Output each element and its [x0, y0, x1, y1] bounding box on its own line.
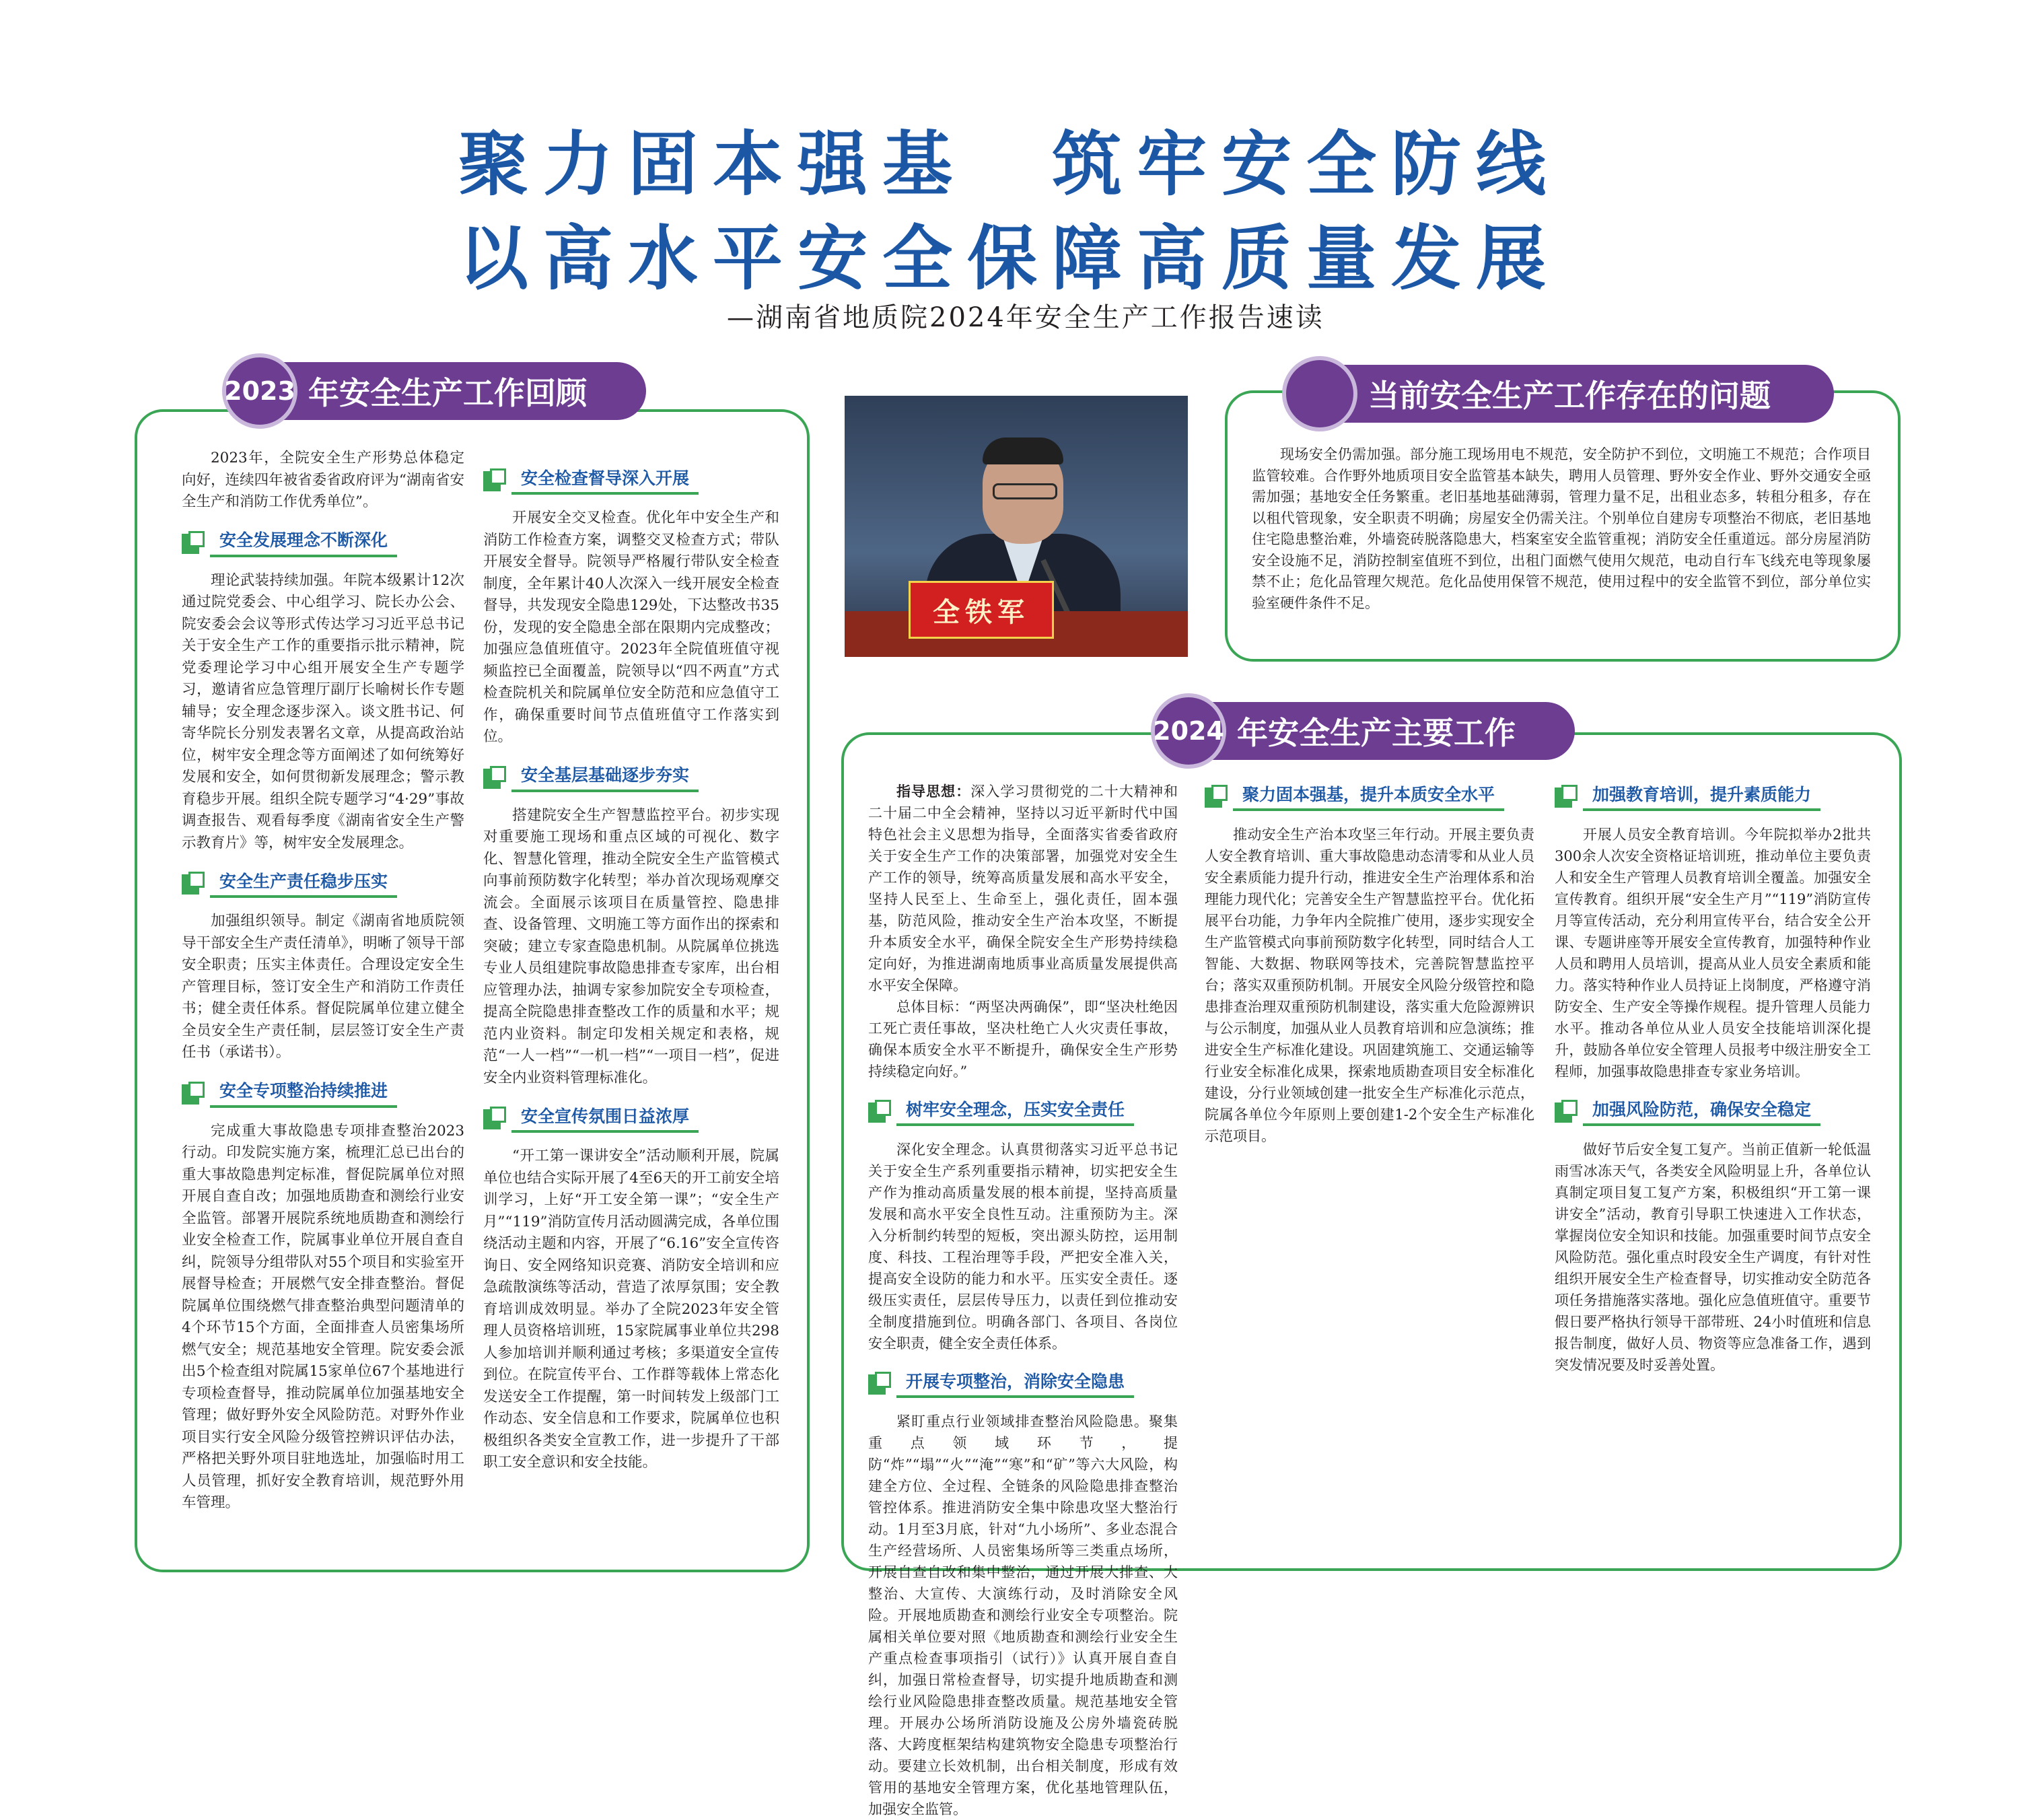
problems-tab-dot	[1282, 356, 1357, 431]
section-icon	[483, 766, 506, 789]
section-text: 搭建院安全生产智慧监控平台。初步实现对重要施工现场和重点区域的可视化、数字化、智慧化管理，推动全院安全生产监管模式向事前预防数字化转型；举办首次现场观摩交流会。全面展示该项目在质量管控、隐患排查、设备管理、文明施工等方面作出的探索和突破；建立专家查隐患机制。从院属单位挑选专业人员组建院事故隐患排查专家库，出台相应管理办法，抽调专家参加院安全专项检查，提高全院隐患排查整改工作的质量和水平；规范内业资料。制定印发相关规定和表格，规范“一人一档”“一机一档”“一项目一档”，促进安全内业资料管理标准化。	[483, 806, 779, 1086]
section-heading: 聚力固本强基，提升本质安全水平	[1205, 781, 1534, 812]
section-text: 推动安全生产治本攻坚三年行动。开展主要负责人安全教育培训、重大事故隐患动态清零和从业人员安全素质能力提升行动，推进安全生产治理体系和治理能力现代化；完善安全生产智慧监控平台。优化拓展平台功能，力争年内全院推广使用，逐步实现安全生产监管模式向事前预防数字化转型，同时结合人工智能、大数据、物联网等技术，完善院智慧监控平台；落实双重预防机制。开展安全风险分级管控和隐患排查治理双重预防机制建设，落实重大危险源辨识与公示制度，加强从业人员教育培训和应急演练；推进安全生产标准化建设。巩固建筑施工、交通运输等行业安全标准化成果，探索地质勘查项目安全标准化建设，分行业领域创建一批安全生产标准化示范点，院属各单位今年原则上要创建1-2个安全生产标准化示范项目。	[1205, 827, 1534, 1144]
section-text: 开展安全交叉检查。优化年中安全生产和消防工作检查方案，调整交叉检查方式；带队开展安全督导。院领导严格履行带队安全检查制度，全年累计40人次深入一线开展安全检查督导，共发现安全隐患129处，下达整改书35份，发现的安全隐患全部在限期内完成整改；加强应急值班值守。2023年全院值班值守视频监控已全面覆盖，院领导以“四不两直”方式检查院机关和院属单位安全防范和应急值守工作，确保重要时间节点值班值守工作落实到位。	[483, 510, 779, 745]
section-icon	[182, 872, 205, 895]
section-icon	[868, 1372, 891, 1395]
review-tab	[224, 362, 646, 420]
review-year-badge: 2023	[222, 353, 297, 429]
section-text: 深化安全理念。认真贯彻落实习近平总书记关于安全生产系列重要指示精神，切实把安全生产作为推动高质量发展的根本前提，坚持高质量发展和高水平安全良性互动。注重预防为主。深入分析制约转型的短板，突出源头防控，运用制度、科技、工程治理等手段，严把安全准入关，提高安全设防的能力和水平。压实安全责任。逐级压实责任，层层传导压力，以责任到位推动安全制度措施到位。明确各部门、各项目、各岗位安全职责，健全安全责任体系。	[868, 1142, 1178, 1352]
review-tab-title: 年安全生产工作回顾	[308, 375, 587, 411]
section-icon	[182, 531, 205, 554]
section-heading: 安全专项整治持续推进	[182, 1078, 464, 1109]
section-text: 完成重大事故隐患专项排查整治2023行动。印发院实施方案，梳理汇总已出台的重大事故隐患判定标准，督促院属单位对照开展自查自改；加强地质勘查和测绘行业安全监管。部署开展院系统地质勘查和测绘行业安全检查工作，院属事业单位开展自查自纠，院领导分组带队对55个项目和实验室开展督导检查；开展燃气安全排查整治。督促院属单位围绕燃气排查整治典型问题清单的4个环节15个方面，全面排查人员密集场所燃气安全；规范基地安全管理。院安委会派出5个检查组对院属15家单位67个基地进行专项检查督导，推动院属单位加强基地安全管理；做好野外安全风险防范。对野外作业项目实行安全风险分级管控辨识评估办法，严格把关野外项目驻地选址，加强临时用工人员管理，抓好安全教育培训，规范野外用车管理。	[182, 1122, 464, 1511]
section-icon	[1555, 1100, 1578, 1123]
problems-tab-title: 当前安全生产工作存在的问题	[1368, 378, 1771, 414]
section-heading: 树牢安全理念，压实安全责任	[868, 1096, 1178, 1127]
section-heading: 开展专项整治，消除安全隐患	[868, 1368, 1178, 1399]
headline-line-2: 以高水平安全保障高质量发展	[458, 217, 1561, 300]
review-column-right	[483, 464, 779, 1474]
problems-tab	[1296, 365, 1834, 423]
section-icon	[1205, 785, 1228, 808]
guide-text: 深入学习贯彻党的二十大精神和二十届二中全会精神，坚持以习近平新时代中国特色社会主义思想为指导，全面落实省委省政府关于安全生产工作的决策部署，加强党对安全生产工作的领导，统筹高质量发展和高水平安全，坚持人民至上、生命至上，强化责任，固本强基，防范风险，推动安全生产治本攻坚，不断提升本质安全水平，确保全院安全生产形势持续稳定向好，为推进湖南地质事业高质量发展提供高水平安全保障。	[868, 783, 1178, 993]
section-text: 理论武装持续加强。年院本级累计12次通过院党委会、中心组学习、院长办公会、院安委会会议等形式传达学习习近平总书记关于安全生产工作的重要指示批示精神，院党委理论学习中心组开展安全生产专题学习，邀请省应急管理厅副厅长喻树长作专题辅导；安全理念逐步深入。谈文胜书记、何寄华院长分别发表署名文章，从提高政治站位，树牢安全理念等方面阐述了如何统筹好发展和安全，如何贯彻新发展理念；警示教育稳步开展。组织全院专题学习“4·29”事故调查报告、观看每季度《湖南省安全生产警示教育片》等，树牢安全发展理念。	[182, 571, 464, 851]
section-heading: 安全发展理念不断深化	[182, 527, 464, 558]
section-text: 开展人员安全教育培训。今年院拟举办2批共300余人次安全资格证培训班，推动单位主要负责人和安全生产管理人员教育培训全覆盖。加强安全宣传教育。组织开展“安全生产月”“119”消防宣传月等宣传活动，充分利用宣传平台，结合安全公开课、专题讲座等开展安全宣传教育，加强特种作业人员和聘用人员培训，提高从业人员安全素质和能力。落实特种作业人员持证上岗制度，严格遵守消防安全、生产安全等操作规程。提升管理人员能力水平。推动各单位从业人员安全技能培训深化提升，鼓励各单位安全管理人员报考中级注册安全工程师，加强事故隐患排查专家业务培训。	[1555, 827, 1871, 1080]
section-text: 做好节后安全复工复产。当前正值新一轮低温雨雪冰冻天气，各类安全风险明显上升，各单位认真制定项目复工复产方案，积极组织“开工第一课讲安全”活动，教育引导职工快速进入工作状态，掌握岗位安全知识和技能。加强重要时间节点安全风险防范。强化重点时段安全生产调度，有针对性组织开展安全生产检查督导，切实推动安全防范各项任务措施落实落地。强化应急值班值守。重要节假日要严格执行领导干部带班、24小时值班和信息报告制度，做好人员、物资等应急准备工作，遇到突发情况要及时妥善处置。	[1555, 1142, 1871, 1373]
work2024-column-1	[868, 781, 1178, 1820]
work2024-column-3	[1555, 781, 1871, 1376]
guide-paragraph	[868, 781, 1178, 996]
section-icon	[483, 468, 506, 491]
nameplate: 全铁军	[909, 581, 1054, 639]
headline-line-1: 聚力固本强基 筑牢安全防线	[458, 123, 1561, 205]
section-text: 紧盯重点行业领域排查整治风险隐患。聚集重点领域环节，提防“炸”“塌”“火”“淹”“寒”和“矿”等六大风险，构建全方位、全过程、全链条的风险隐患排查整治管控体系。推进消防安全集中除患攻坚大整治行动。1月至3月底，针对“九小场所”、多业态混合生产经营场所、人员密集场所等三类重点场所，开展自查自改和集中整治，通过开展大排查、大整治、大宣传、大演练行动，及时消除安全风险。开展地质勘查和测绘行业安全专项整治。院属相关单位要对照《地质勘查和测绘行业安全生产重点检查事项指引（试行）》认真开展自查自纠，加强日常检查督导，切实提升地质勘查和测绘行业风险隐患排查整改质量。规范基地安全管理。开展办公场所消防设施及公房外墙瓷砖脱落、大跨度框架结构建筑物安全隐患专项整治行动。要建立长效机制，出台相关制度，形成有效管用的基地安全管理方案，优化基地管理队伍，加强安全监管。	[868, 1413, 1178, 1817]
section-heading: 加强教育培训，提升素质能力	[1555, 781, 1871, 812]
work2024-year-badge: 2024	[1151, 693, 1226, 769]
review-column-left	[182, 448, 464, 1514]
work2024-tab	[1153, 702, 1575, 760]
problems-text-block	[1252, 444, 1871, 614]
section-icon	[868, 1100, 891, 1123]
section-heading: 安全检查督导深入开展	[483, 464, 779, 495]
section-heading: 安全基层基础逐步夯实	[483, 762, 779, 793]
work2024-tab-title: 年安全生产主要工作	[1237, 715, 1516, 751]
section-text: 加强组织领导。制定《湖南省地质院领导干部安全生产责任清单》，明晰了领导干部安全职责；压实主体责任。合理设定安全生产管理目标，签订安全生产和消防工作责任书；健全责任体系。督促院属单位建立健全全员安全生产责任制，层层签订安全生产责任书（承诺书）。	[182, 913, 464, 1061]
goal-text: 总体目标：“两坚决两确保”，即“坚决杜绝因工死亡责任事故，坚决杜绝亡人火灾责任事故，确保本质安全水平不断提升，确保安全生产形势持续稳定向好。”	[868, 999, 1178, 1080]
speaker-photo	[845, 396, 1188, 657]
guide-label: 指导思想：	[896, 783, 971, 800]
section-heading: 加强风险防范，确保安全稳定	[1555, 1096, 1871, 1127]
work2024-column-2	[1205, 781, 1534, 1147]
section-heading: 安全宣传氛围日益浓厚	[483, 1102, 779, 1133]
problems-text: 现场安全仍需加强。部分施工现场用电不规范，安全防护不到位，文明施工不规范；合作项目监管较难。合作野外地质项目安全监管基本缺失，聘用人员管理、野外安全作业、野外交通安全亟需加强；基地安全任务繁重。老旧基地基础薄弱，管理力量不足，出租业态多，转租分租多，存在以租代管现象，安全职责不明确；房屋安全仍需关注。个别单位自建房专项整治不彻底，老旧基地住宅隐患整治难，外墙瓷砖脱落隐患大，档案室安全监管重视；消防安全任重道远。部分房屋消防安全设施不足，消防控制室值班不到位，出租门面燃气使用欠规范，电动自行车飞线充电等现象屡禁不止；危化品管理欠规范。危化品使用保管不规范，使用过程中的安全监管不到位，部分单位实验室硬件条件不足。	[1252, 446, 1871, 611]
subtitle: —湖南省地质院2024年安全生产工作报告速读	[727, 302, 1324, 333]
review-intro: 2023年，全院安全生产形势总体稳定向好，连续四年被省委省政府评为“湖南省安全生产和消防工作优秀单位”。	[182, 450, 464, 510]
section-text: “开工第一课讲安全”活动顺利开展，院属单位也结合实际开展了4至6天的开工前安全培训学习，上好“开工安全第一课”；“安全生产月”“119”消防宣传月活动圆满完成，各单位围绕活动主题和内容，开展了“6.16”安全宣传咨询日、安全网络知识竞赛、消防安全培训和应急疏散演练等活动，营造了浓厚氛围；安全教育培训成效明显。举办了全院2023年安全管理人员资格培训班，15家院属事业单位共298人参加培训并顺利通过考核；多渠道安全宣传到位。在院宣传平台、工作群等载体上常态化发送安全工作提醒，第一时间转发上级部门工作动态、安全信息和工作要求，院属单位也积极组织各类安全宣教工作，进一步提升了干部职工安全意识和安全技能。	[483, 1148, 779, 1471]
section-icon	[182, 1082, 205, 1105]
section-icon	[1555, 785, 1578, 808]
section-heading: 安全生产责任稳步压实	[182, 868, 464, 899]
section-icon	[483, 1107, 506, 1129]
